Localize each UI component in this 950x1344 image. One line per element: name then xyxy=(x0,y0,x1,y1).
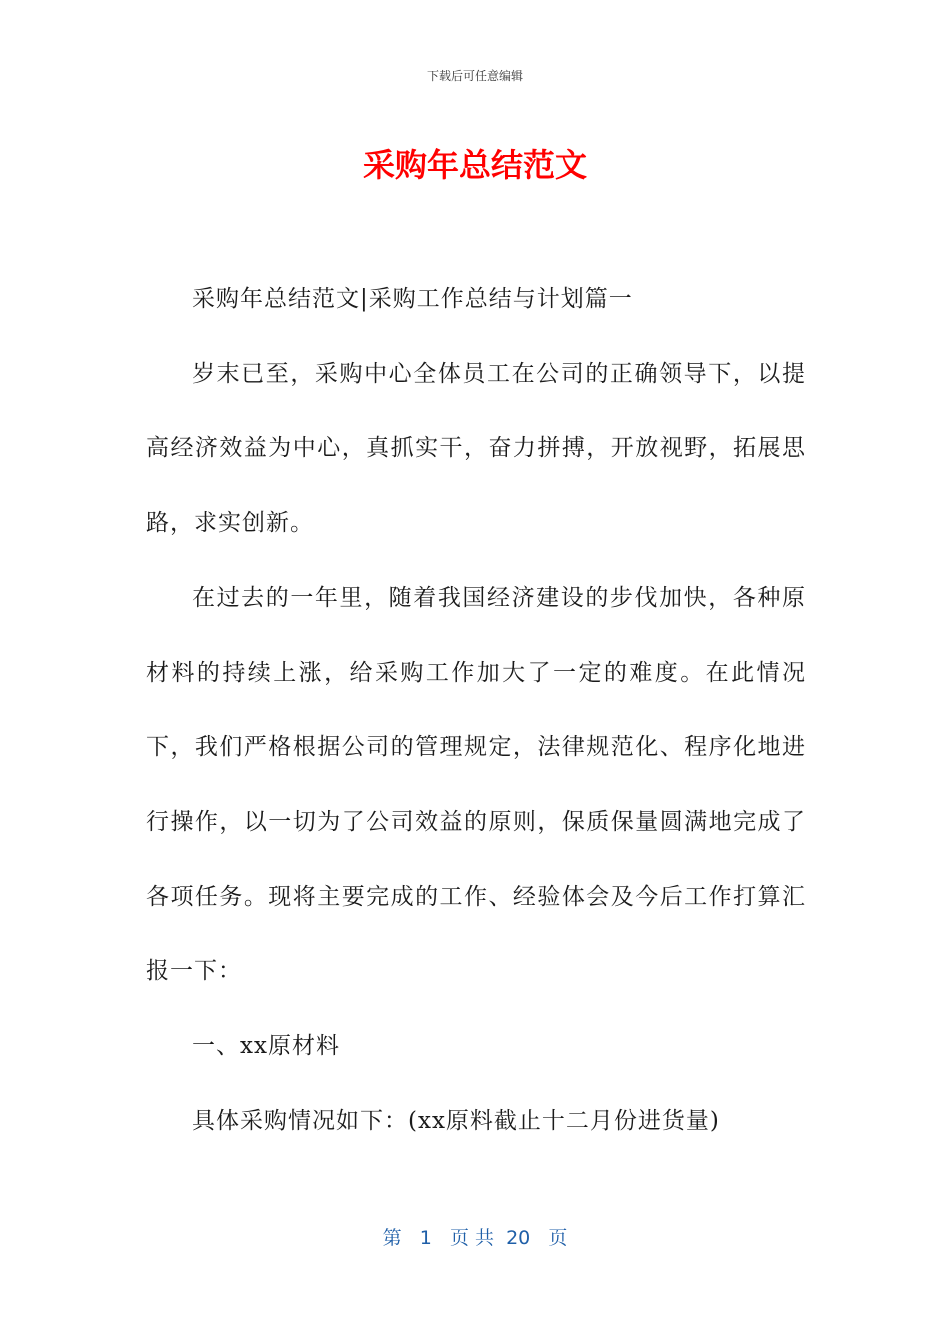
document-title: 采购年总结范文 xyxy=(362,146,587,184)
footer-total-pages: 20 xyxy=(506,1227,531,1249)
page-footer xyxy=(0,1224,950,1252)
footer-current-page: 1 xyxy=(419,1227,432,1249)
section-heading: 采购年总结范文|采购工作总结与计划篇一 xyxy=(192,286,633,312)
paragraph-summary: 在过去的一年里，随着我国经济建设的步伐加快，各种原材料的持续上涨，给采购工作加大了一定的难度。在此情况下，我们严格根据公司的管理规定，法律规范化、程序化地进行操作，以一切为了公司效益的原则，保质保量圆满地完成了各项任务。现将主要完成的工作、经验体会及今后工作打算汇报一下： xyxy=(146,584,806,985)
footer-suffix: 页 xyxy=(548,1227,568,1249)
subsection-heading: 一、xx原材料 xyxy=(192,1033,340,1060)
paragraph-intro: 岁末已至，采购中心全体员工在公司的正确领导下，以提高经济效益为中心，真抓实干，奋力拼搏，开放视野，拓展思路，求实创新。 xyxy=(146,360,806,537)
footer-middle: 页 共 xyxy=(449,1227,494,1249)
header-note: 下载后可任意编辑 xyxy=(426,69,523,83)
document-body xyxy=(146,262,806,1158)
footer-prefix: 第 xyxy=(382,1227,402,1249)
paragraph-details: 具体采购情况如下：(xx原料截止十二月份进货量) xyxy=(192,1107,720,1134)
